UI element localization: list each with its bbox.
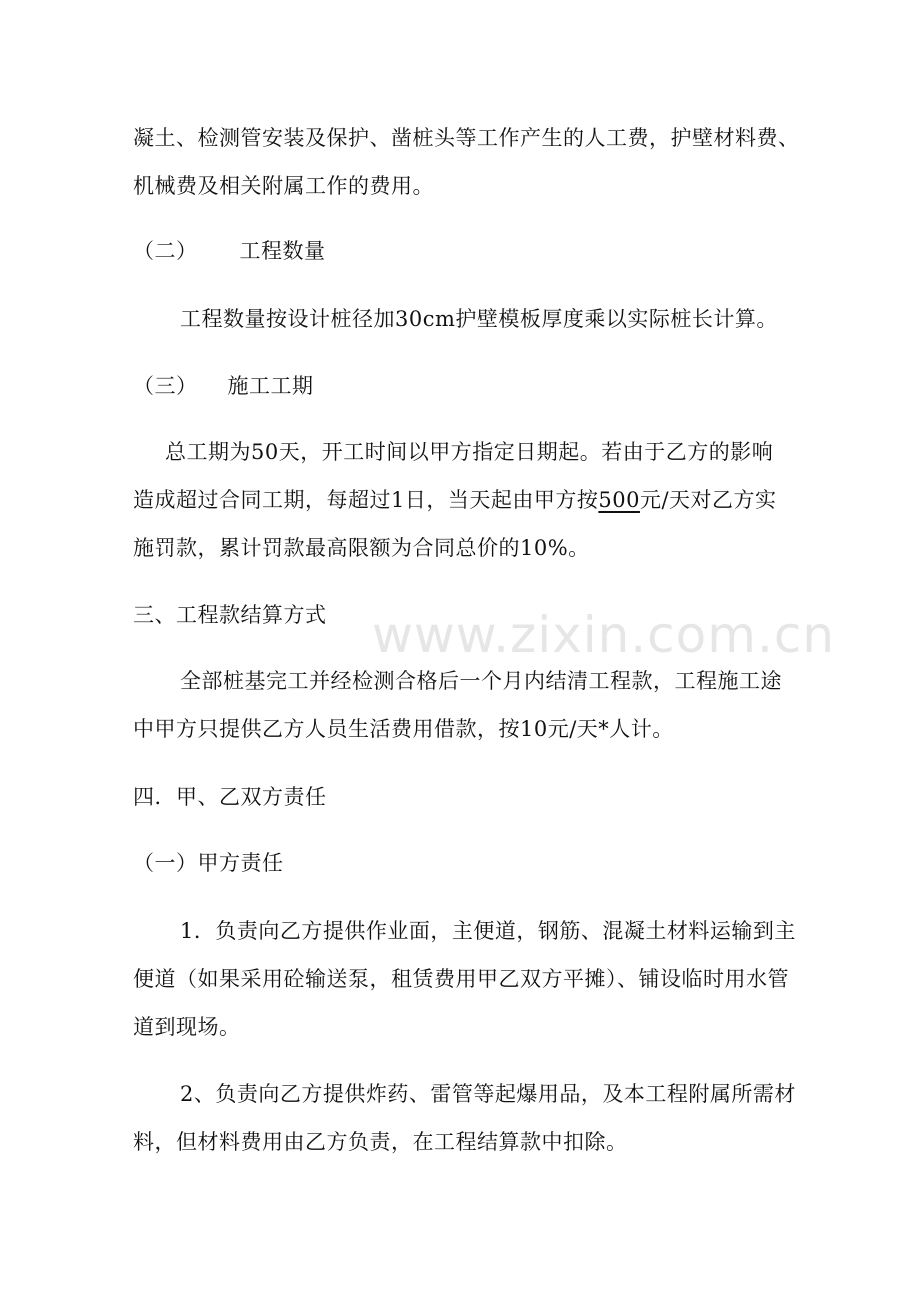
duty-item-2-line-2: 料，但材料费用由乙方负责，在工程结算款中扣除。 — [133, 1130, 628, 1154]
period-paragraph-line-3: 施罚款，累计罚款最高限额为合同总价的10%。 — [133, 536, 590, 560]
section-heading-period — [133, 372, 314, 400]
settlement-heading: 三、工程款结算方式 — [133, 603, 327, 627]
paragraph-continued-line-1: 凝土、检测管安装及保护、凿桩头等工作产生的人工费，护壁材料费、 — [133, 126, 800, 150]
paragraph-continued-line-2: 机械费及相关附属工作的费用。 — [133, 174, 434, 198]
settlement-paragraph-line-2: 中甲方只提供乙方人员生活费用借款，按10元/天*人计。 — [133, 717, 674, 741]
section-title: 工程数量 — [239, 239, 326, 263]
duty-item-1-line-2: 便道（如果采用砼输送泵，租赁费用甲乙双方平摊）、铺设临时用水管 — [133, 967, 789, 991]
period-paragraph-line-2: 造成超过合同工期，每超过1日，当天起由甲方按500元/天对乙方实 — [133, 488, 777, 512]
party-a-duties-subheading: （一）甲方责任 — [133, 851, 284, 875]
quantity-paragraph: 工程数量按设计桩径加30cm护壁模板厚度乘以实际桩长计算。 — [180, 307, 778, 331]
period-paragraph-line-1: 总工期为50天，开工时间以甲方指定日期起。若由于乙方的影响 — [165, 440, 774, 464]
duties-heading: 四．甲、乙双方责任 — [133, 785, 327, 809]
settlement-paragraph-line-1: 全部桩基完工并经检测合格后一个月内结清工程款，工程施工途 — [180, 669, 782, 693]
section-heading-quantity — [133, 237, 326, 265]
duty-item-2-line-1: 2、负责向乙方提供炸药、雷管等起爆用品，及本工程附属所需材 — [180, 1082, 796, 1106]
section-title: 施工工期 — [227, 374, 314, 398]
site-watermark: www.zixin.com.cn — [372, 606, 836, 664]
section-number: （三） — [133, 374, 198, 398]
duty-item-1-line-3: 道到现场。 — [133, 1015, 241, 1039]
penalty-amount: 500 — [598, 488, 640, 512]
duty-item-1-line-1: 1．负责向乙方提供作业面，主便道，钢筋、混凝土材料运输到主 — [180, 919, 796, 943]
section-number: （二） — [133, 239, 198, 263]
